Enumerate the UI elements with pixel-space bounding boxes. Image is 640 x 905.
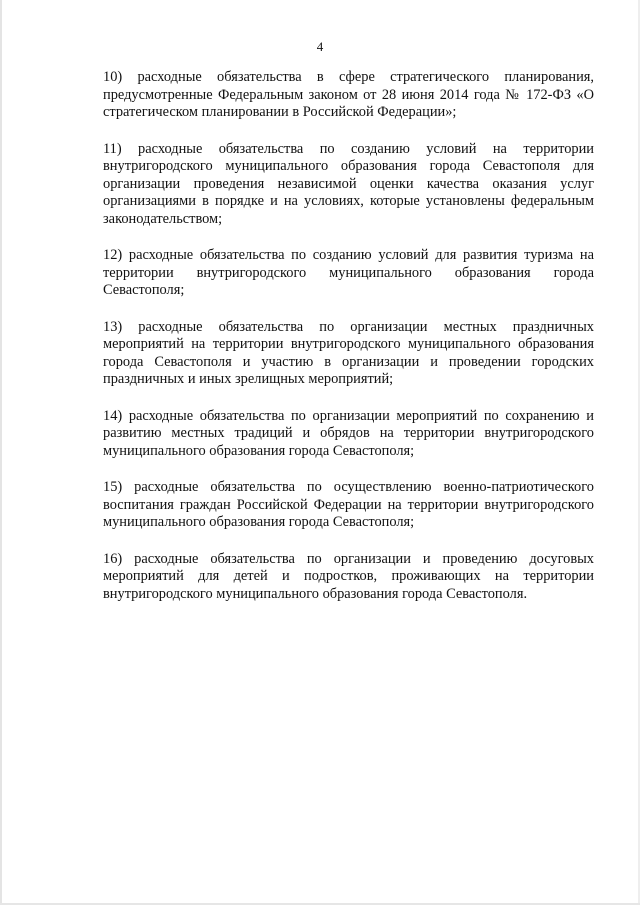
paragraph-item-14: 14) расходные обязательства по организации мероприятий по сохранению и развитию местных традиций и обрядов на территории внутригородского муниципального образования города Севастополя;: [103, 407, 594, 459]
paragraph-item-16: 16) расходные обязательства по организации и проведению досуговых мероприятий для детей и подростков, проживающих на территории внутригородского муниципального образования города Севастополя.: [103, 550, 594, 602]
document-body: [103, 69, 594, 622]
paragraph-item-12: 12) расходные обязательства по созданию условий для развития туризма на территории внутригородского муниципального образования города Севастополя;: [103, 247, 594, 298]
scan-edge-left: [0, 0, 2, 905]
page-number: 4: [316, 39, 324, 54]
paragraph-item-11: 11) расходные обязательства по созданию условий на территории внутригородского муниципального образования города Севастополя для организации проведения независимой оценки качества оказания услуг организациями в порядке и на условиях, которые установлены федеральным законодательством;: [103, 140, 594, 227]
paragraph-item-13: 13) расходные обязательства по организации местных праздничных мероприятий на территории внутригородского муниципального образования города Севастополя и участию в организации и проведении городских праздничных и иных зрелищных мероприятий;: [103, 318, 594, 387]
paragraph-item-10: 10) расходные обязательства в сфере стратегического планирования, предусмотренные Федеральным законом от 28 июня 2014 года № 172-ФЗ «О стратегическом планировании в Российской Федерации»;: [103, 69, 594, 120]
paragraph-item-15: 15) расходные обязательства по осуществлению военно-патриотического воспитания граждан Российской Федерации на территории внутригородского муниципального образования города Севастополя;: [103, 479, 594, 530]
